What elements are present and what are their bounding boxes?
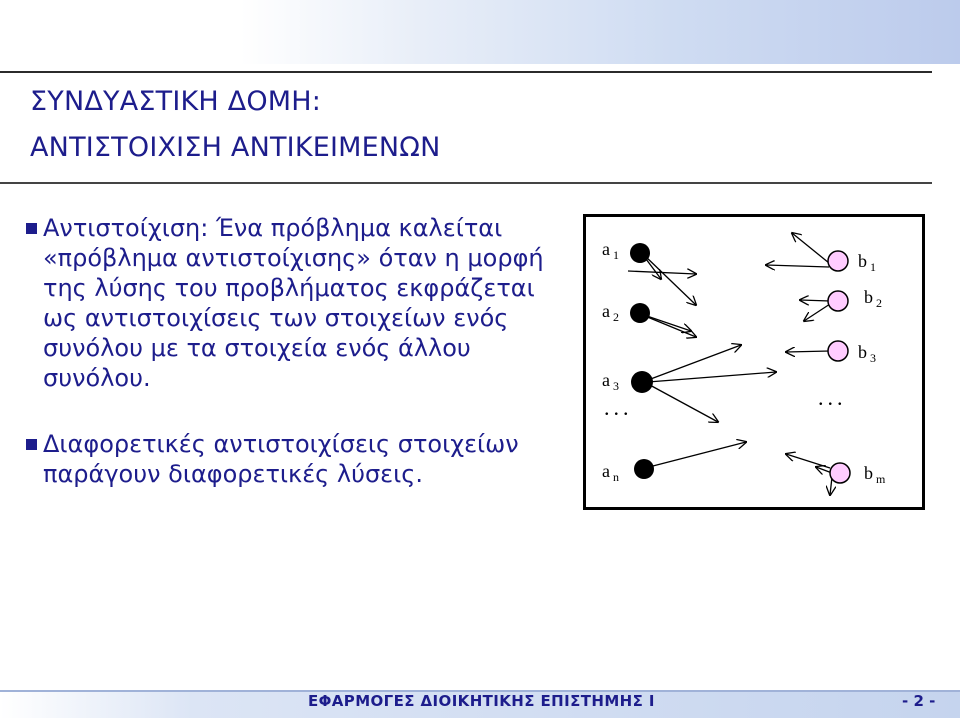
title-rule xyxy=(0,182,932,184)
arrow xyxy=(792,233,829,263)
square-bullet-icon xyxy=(26,223,37,234)
label-a2: a $_2$ xyxy=(602,301,619,324)
arrow xyxy=(648,384,718,422)
footer-title: ΕΦΑΡΜΟΓΕΣ ΔΙΟΙΚΗΤΙΚΗΣ ΕΠΙΣΤΗΜΗΣ Ι xyxy=(308,692,655,710)
bullet-1 xyxy=(26,213,544,393)
arrow xyxy=(644,315,691,331)
right-ellipsis: ... xyxy=(818,385,847,410)
arrow xyxy=(786,454,830,468)
node-b2 xyxy=(828,291,848,311)
arrow xyxy=(644,255,696,305)
right-set-nodes xyxy=(828,251,850,483)
node-bm xyxy=(830,463,850,483)
arrow xyxy=(766,265,829,267)
left-ellipsis: ... xyxy=(604,395,633,420)
page-number: - 2 - xyxy=(902,692,936,710)
left-set-nodes xyxy=(630,243,654,479)
node-an xyxy=(634,459,654,479)
arrow xyxy=(649,442,746,467)
square-bullet-icon xyxy=(26,439,37,450)
label-b3: b $_3$ xyxy=(858,342,876,365)
node-b3 xyxy=(828,341,848,361)
label-b1: b $_1$ xyxy=(858,251,876,274)
bullet-1-line-2: «πρόβλημα αντιστοίχισης» όταν η μορφή xyxy=(43,244,544,272)
label-b2: b $_2$ xyxy=(864,287,882,310)
header-gradient-bar xyxy=(240,0,960,64)
bullet-1-line-4: ως αντιστοιχίσεις των στοιχείων ενός xyxy=(43,304,509,332)
bullet-2-line-1: Διαφορετικές αντιστοιχίσεις στοιχείων xyxy=(43,430,519,458)
arrow xyxy=(800,300,830,301)
arrow xyxy=(804,304,830,321)
arrow xyxy=(648,372,776,382)
arrow xyxy=(645,316,696,337)
bullet-1-line-5: συνόλου με τα στοιχεία ενός άλλου xyxy=(43,334,471,362)
bullet-2 xyxy=(26,429,519,489)
label-a3: a $_3$ xyxy=(602,370,619,393)
arrow xyxy=(648,345,741,380)
node-a1 xyxy=(630,243,650,263)
bullet-1-line-3: της λύσης του προβλήματος εκφράζεται xyxy=(43,274,535,302)
mapping-arrows xyxy=(628,233,832,495)
label-bm: b $_m$ xyxy=(864,463,886,486)
slide-title-line-2: ΑΝΤΙΣΤΟΙΧΙΣΗ ΑΝΤΙΚΕΙΜΕΝΩΝ xyxy=(30,132,441,163)
node-b1 xyxy=(828,251,848,271)
bullet-1-line-1: Αντιστοίχιση: Ένα πρόβλημα καλείται xyxy=(43,214,503,242)
label-a1: a $_1$ xyxy=(602,239,619,262)
bullet-1-line-6: συνόλου. xyxy=(43,364,151,392)
label-an: a $_n$ xyxy=(602,461,619,484)
node-a2 xyxy=(630,303,650,323)
header-rule xyxy=(0,71,932,73)
arrow xyxy=(786,351,830,352)
mapping-diagram xyxy=(583,214,925,510)
node-a3 xyxy=(631,371,653,393)
slide-title-line-1: ΣΥΝΔΥΑΣΤΙΚΗ ΔΟΜΗ: xyxy=(30,86,322,117)
bullet-2-line-2: παράγουν διαφορετικές λύσεις. xyxy=(43,460,423,488)
